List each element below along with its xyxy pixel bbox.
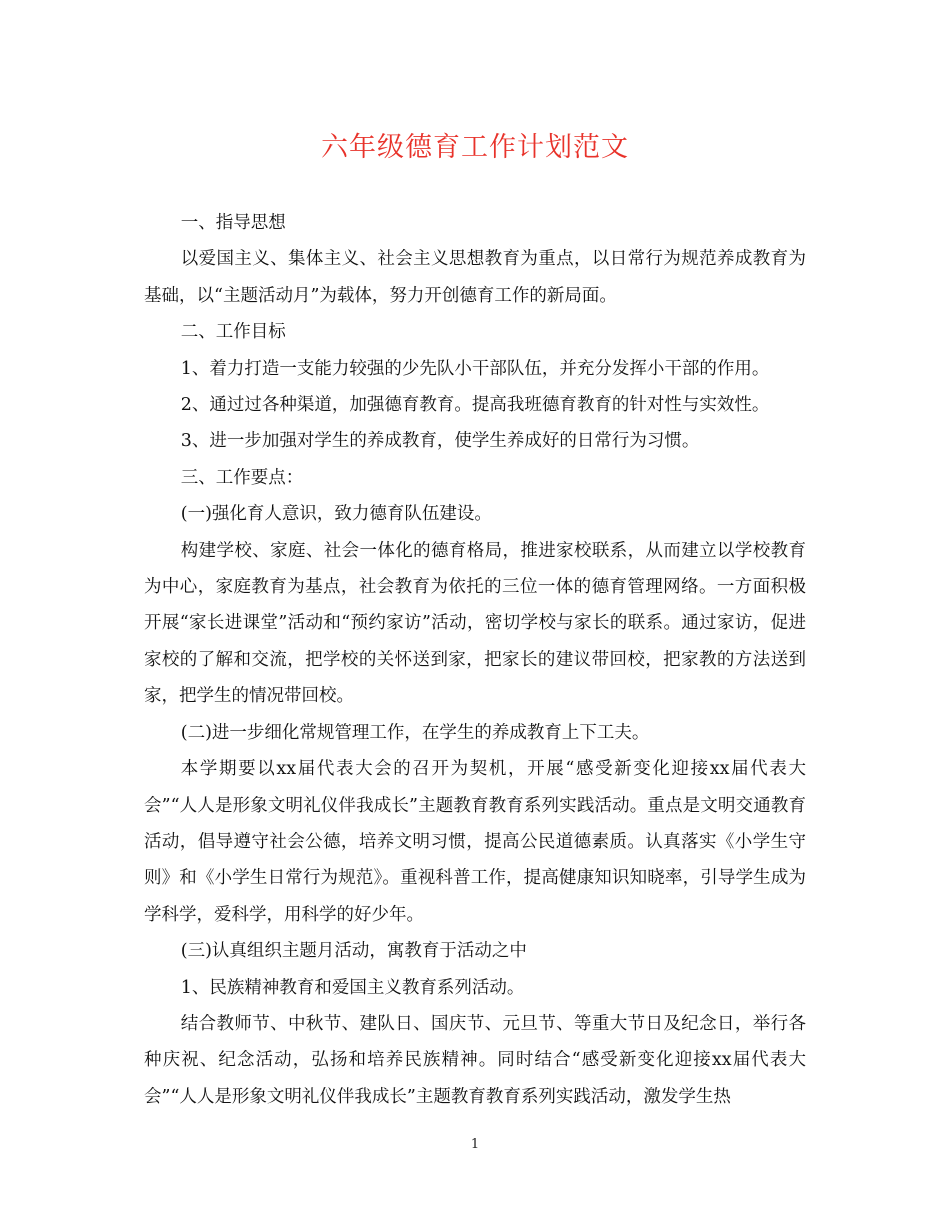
paragraph: 构建学校、家庭、社会一体化的德育格局，推进家校联系，从而建立以学校教育为中心，家庭教育为基点，社会教育为依托的三位一体的德育管理网络。一方面积极开展“家长进课堂”活动和“预约家访”活动，密切学校与家长的联系。通过家访，促进家校的了解和交流，把学校的关怀送到家，把家长的建议带回校，把家教的方法送到家，把学生的情况带回校。 [144, 540, 806, 707]
subsection-heading: (二)进一步细化常规管理工作，在学生的养成教育上下工夫。 [180, 722, 650, 743]
page-number: 1 [470, 1137, 480, 1152]
subsection-heading: (三)认真组织主题月活动，寓教育于活动之中 [180, 941, 527, 962]
section-heading: 三、工作要点： [180, 467, 304, 488]
document-body [144, 205, 806, 1115]
list-item: 2、通过过各种渠道，加强德育教育。提高我班德育教育的针对性与实效性。 [180, 395, 770, 416]
list-item: 1、民族精神教育和爱国主义教育系列活动。 [180, 977, 525, 998]
subsection-heading: (一)强化育人意识，致力德育队伍建设。 [180, 504, 492, 525]
paragraph: 本学期要以xx届代表大会的召开为契机，开展“感受新变化迎接xx届代表大会”“人人是形象文明礼仪伴我成长”主题教育教育系列实践活动。重点是文明交通教育活动，倡导遵守社会公德，培养文明习惯，提高公民道德素质。认真落实《小学生守则》和《小学生日常行为规范》。重视科普工作，提高健康知识知晓率，引导学生成为学科学，爱科学，用科学的好少年。 [144, 759, 806, 925]
list-item: 3、进一步加强对学生的养成教育，使学生养成好的日常行为习惯。 [180, 431, 700, 452]
list-item: 1、着力打造一支能力较强的少先队小干部队伍，并充分发挥小干部的作用。 [180, 358, 770, 379]
paragraph: 以爱国主义、集体主义、社会主义思想教育为重点，以日常行为规范养成教育为基础，以“主题活动月”为载体，努力开创德育工作的新局面。 [144, 249, 806, 306]
document-title: 六年级德育工作计划范文 [321, 132, 629, 163]
paragraph: 结合教师节、中秋节、建队日、国庆节、元旦节、等重大节日及纪念日，举行各种庆祝、纪念活动，弘扬和培养民族精神。同时结合“感受新变化迎接xx届代表大会”“人人是形象文明礼仪伴我成长”主题教育教育系列实践活动，激发学生热 [144, 1013, 806, 1107]
section-heading: 二、工作目标 [180, 322, 286, 343]
section-heading: 一、指导思想 [180, 213, 286, 233]
